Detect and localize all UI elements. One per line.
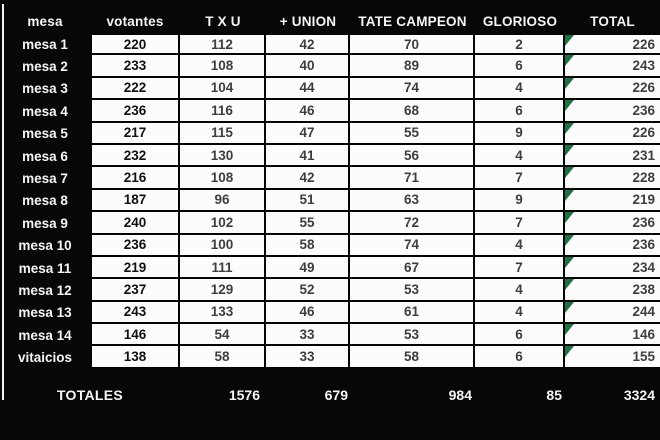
glorioso-cell[interactable]: 2 (475, 33, 565, 55)
glorioso-cell[interactable]: 4 (475, 235, 565, 257)
union-cell[interactable]: 46 (266, 302, 350, 324)
table-row (0, 55, 660, 77)
total-cell[interactable] (565, 33, 660, 55)
total-cell[interactable] (565, 190, 660, 212)
total-value: 231 (632, 147, 655, 163)
mesa-label-cell[interactable]: mesa 13 (18, 305, 72, 321)
union-cell[interactable]: 40 (266, 55, 350, 77)
votantes-cell[interactable]: 243 (90, 302, 180, 324)
table-row (0, 346, 660, 368)
table-row (0, 145, 660, 167)
green-triangle-icon (565, 302, 574, 313)
mesa-label-cell[interactable]: mesa 9 (22, 215, 68, 231)
mesa-label-cell[interactable]: mesa 7 (22, 171, 68, 187)
total-value: 236 (632, 214, 655, 230)
total-cell[interactable] (565, 167, 660, 189)
votantes-cell[interactable]: 187 (90, 190, 180, 212)
votantes-cell[interactable]: 219 (90, 257, 180, 279)
column-header-glorioso[interactable]: GLORIOSO (482, 14, 558, 29)
union-cell[interactable]: 52 (266, 279, 350, 301)
green-triangle-icon (565, 123, 574, 134)
tate-cell[interactable]: 72 (350, 212, 475, 234)
votantes-cell[interactable]: 236 (90, 235, 180, 257)
table-row (0, 33, 660, 55)
votantes-cell[interactable]: 216 (90, 167, 180, 189)
total-value: 228 (632, 170, 655, 186)
column-header-txu[interactable]: T X U (205, 14, 241, 29)
txu-cell[interactable]: 96 (180, 190, 266, 212)
tate-cell[interactable]: 74 (350, 78, 475, 100)
total-value: 146 (632, 326, 655, 342)
green-triangle-icon (565, 78, 574, 89)
txu-cell[interactable]: 129 (180, 279, 266, 301)
mesa-label-cell[interactable]: mesa 12 (18, 282, 72, 298)
union-cell[interactable]: 44 (266, 78, 350, 100)
txu-cell[interactable]: 115 (180, 123, 266, 145)
totals-row (0, 382, 660, 408)
glorioso-cell[interactable]: 4 (475, 279, 565, 301)
results-table (0, 10, 660, 408)
mesa-label-cell[interactable]: mesa 3 (22, 81, 68, 97)
header-row (0, 10, 660, 33)
total-cell[interactable] (565, 324, 660, 346)
total-cell[interactable] (565, 145, 660, 167)
mesa-label-cell[interactable]: mesa 10 (18, 238, 72, 254)
total-cell[interactable] (565, 100, 660, 122)
column-header-votantes[interactable]: votantes (106, 14, 164, 29)
txu-cell[interactable]: 108 (180, 55, 266, 77)
column-header-total[interactable]: TOTAL (590, 14, 635, 29)
votantes-cell[interactable]: 217 (90, 123, 180, 145)
mesa-label-cell[interactable]: mesa 2 (22, 59, 68, 75)
total-value: 236 (632, 102, 655, 118)
union-cell[interactable]: 51 (266, 190, 350, 212)
green-triangle-icon (565, 190, 574, 201)
totales-glorioso-value[interactable]: 85 (546, 386, 562, 403)
tate-cell[interactable]: 61 (350, 302, 475, 324)
total-value: 226 (632, 36, 655, 52)
votantes-cell[interactable]: 236 (90, 100, 180, 122)
total-value: 236 (632, 237, 655, 253)
mesa-label-cell[interactable]: mesa 1 (22, 36, 68, 52)
votantes-cell[interactable]: 146 (90, 324, 180, 346)
txu-cell[interactable]: 102 (180, 212, 266, 234)
tate-cell[interactable]: 71 (350, 167, 475, 189)
tate-cell[interactable]: 53 (350, 279, 475, 301)
union-cell[interactable]: 42 (266, 167, 350, 189)
green-triangle-icon (565, 35, 574, 46)
totales-txu-value[interactable]: 1576 (228, 386, 260, 403)
total-value: 155 (632, 349, 655, 365)
total-cell[interactable] (565, 123, 660, 145)
total-value: 219 (632, 192, 655, 208)
tate-cell[interactable]: 58 (350, 346, 475, 368)
union-cell[interactable]: 33 (266, 324, 350, 346)
table-row (0, 235, 660, 257)
table-row (0, 302, 660, 324)
votantes-cell[interactable]: 138 (90, 346, 180, 368)
tate-cell[interactable]: 67 (350, 257, 475, 279)
tate-cell[interactable]: 56 (350, 145, 475, 167)
txu-cell[interactable]: 58 (180, 346, 266, 368)
txu-cell[interactable]: 116 (180, 100, 266, 122)
total-value: 243 (632, 58, 655, 74)
txu-cell[interactable]: 133 (180, 302, 266, 324)
table-row (0, 324, 660, 346)
totales-label[interactable]: TOTALES (56, 386, 124, 403)
tate-cell[interactable]: 74 (350, 235, 475, 257)
tate-cell[interactable]: 55 (350, 123, 475, 145)
union-cell[interactable]: 49 (266, 257, 350, 279)
green-triangle-icon (565, 279, 574, 290)
txu-cell[interactable]: 100 (180, 235, 266, 257)
mesa-label-cell[interactable]: mesa 11 (18, 260, 72, 276)
total-value: 226 (632, 80, 655, 96)
green-triangle-icon (565, 55, 574, 66)
tate-cell[interactable]: 70 (350, 33, 475, 55)
glorioso-cell[interactable]: 6 (475, 55, 565, 77)
glorioso-cell[interactable]: 9 (475, 190, 565, 212)
table-row (0, 100, 660, 122)
union-cell[interactable]: 46 (266, 100, 350, 122)
green-triangle-icon (565, 167, 574, 178)
txu-cell[interactable]: 112 (180, 33, 266, 55)
glorioso-cell[interactable]: 6 (475, 324, 565, 346)
total-cell[interactable] (565, 346, 660, 368)
green-triangle-icon (565, 235, 574, 246)
tate-cell[interactable]: 63 (350, 190, 475, 212)
mesa-label-cell[interactable]: vitaicios (17, 350, 73, 366)
txu-cell[interactable]: 130 (180, 145, 266, 167)
union-cell[interactable]: 47 (266, 123, 350, 145)
txu-cell[interactable]: 111 (180, 257, 266, 279)
glorioso-cell[interactable]: 9 (475, 123, 565, 145)
mesa-label-cell[interactable]: mesa 8 (22, 193, 68, 209)
table-row (0, 123, 660, 145)
union-cell[interactable]: 55 (266, 212, 350, 234)
table-row (0, 167, 660, 189)
total-value: 234 (632, 259, 655, 275)
union-cell[interactable]: 33 (266, 346, 350, 368)
totales-total-value[interactable]: 3324 (623, 386, 655, 403)
votantes-cell[interactable]: 232 (90, 145, 180, 167)
union-cell[interactable]: 41 (266, 145, 350, 167)
total-value: 226 (632, 125, 655, 141)
union-cell[interactable]: 42 (266, 33, 350, 55)
table-row (0, 190, 660, 212)
green-triangle-icon (565, 100, 574, 111)
total-cell[interactable] (565, 302, 660, 324)
votantes-cell[interactable]: 237 (90, 279, 180, 301)
green-triangle-icon (565, 212, 574, 223)
table-body (0, 33, 660, 369)
txu-cell[interactable]: 104 (180, 78, 266, 100)
votantes-cell[interactable]: 220 (90, 33, 180, 55)
votantes-cell[interactable]: 222 (90, 78, 180, 100)
glorioso-cell[interactable]: 7 (475, 167, 565, 189)
table-row (0, 279, 660, 301)
table-row (0, 78, 660, 100)
totales-union-value[interactable]: 679 (324, 386, 348, 403)
total-cell[interactable] (565, 257, 660, 279)
glorioso-cell[interactable]: 6 (475, 100, 565, 122)
total-cell[interactable] (565, 279, 660, 301)
glorioso-cell[interactable]: 4 (475, 78, 565, 100)
votantes-cell[interactable]: 233 (90, 55, 180, 77)
green-triangle-icon (565, 346, 574, 357)
total-cell[interactable] (565, 235, 660, 257)
votantes-cell[interactable]: 240 (90, 212, 180, 234)
green-triangle-icon (565, 324, 574, 335)
mesa-label-cell[interactable]: mesa 5 (22, 126, 68, 142)
glorioso-cell[interactable]: 6 (475, 346, 565, 368)
tate-cell[interactable]: 53 (350, 324, 475, 346)
union-cell[interactable]: 58 (266, 235, 350, 257)
tate-cell[interactable]: 89 (350, 55, 475, 77)
glorioso-cell[interactable]: 4 (475, 145, 565, 167)
table-row (0, 212, 660, 234)
green-triangle-icon (565, 257, 574, 268)
glorioso-cell[interactable]: 7 (475, 257, 565, 279)
glorioso-cell[interactable]: 7 (475, 212, 565, 234)
mesa-label-cell[interactable]: mesa 4 (22, 103, 68, 119)
txu-cell[interactable]: 54 (180, 324, 266, 346)
total-value: 244 (632, 304, 655, 320)
tate-cell[interactable]: 68 (350, 100, 475, 122)
total-cell[interactable] (565, 212, 660, 234)
glorioso-cell[interactable]: 4 (475, 302, 565, 324)
totales-tate-value[interactable]: 984 (448, 386, 472, 403)
column-header-union[interactable]: + UNION (279, 14, 337, 29)
green-triangle-icon (565, 145, 574, 156)
mesa-label-cell[interactable]: mesa 14 (18, 327, 72, 343)
total-value: 238 (632, 281, 655, 297)
mesa-label-cell[interactable]: mesa 6 (22, 148, 68, 164)
total-cell[interactable] (565, 78, 660, 100)
txu-cell[interactable]: 108 (180, 167, 266, 189)
column-header-mesa[interactable]: mesa (27, 14, 63, 29)
table-row (0, 257, 660, 279)
column-header-tate-campeon[interactable]: TATE CAMPEON (358, 14, 467, 29)
total-cell[interactable] (565, 55, 660, 77)
